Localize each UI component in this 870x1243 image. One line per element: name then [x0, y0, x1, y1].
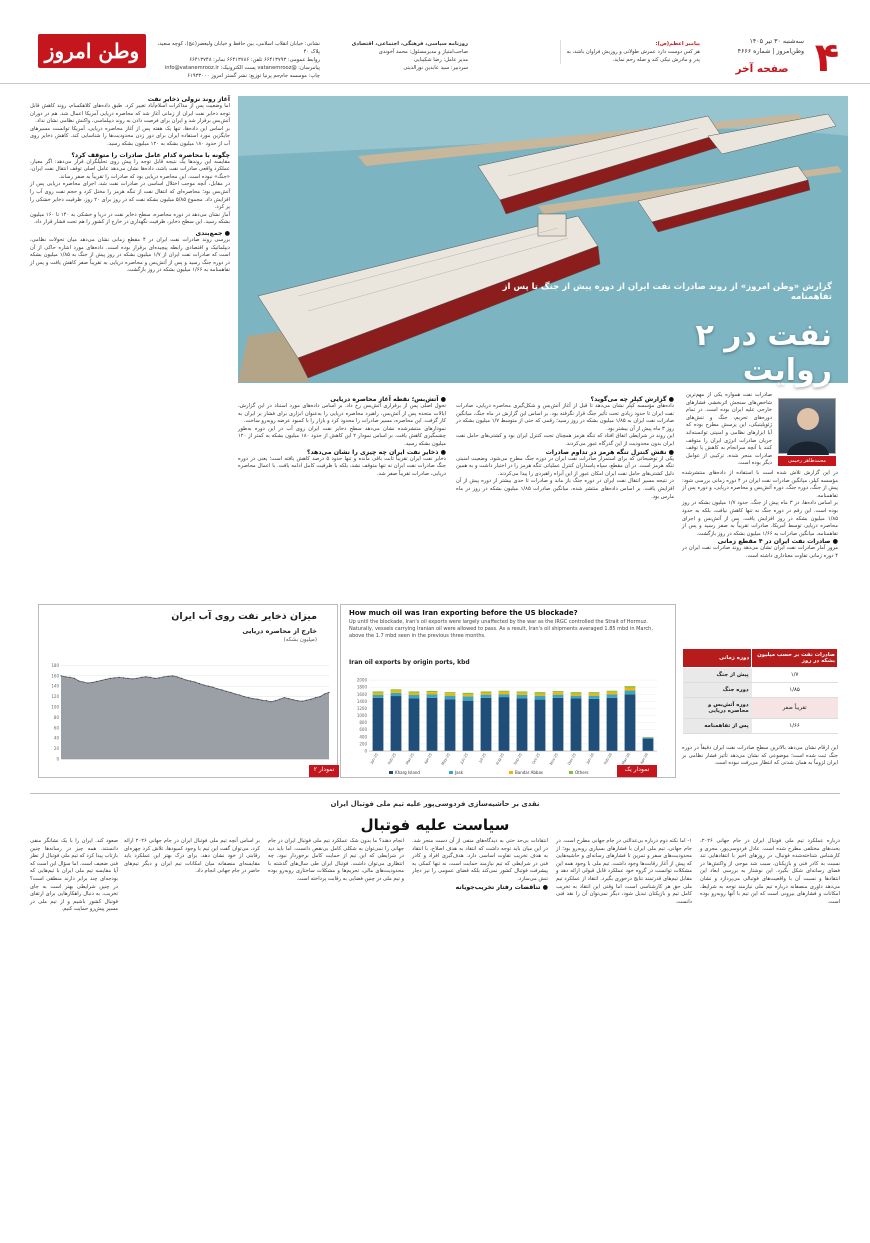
y-tick-label: 1600 [356, 691, 367, 697]
section-heading: چگونه با محاصره کدام عامل صادرات را متوقف کرد؟ [71, 151, 230, 159]
data-point [297, 700, 298, 701]
bar-chart-svg [345, 669, 665, 777]
data-point [78, 680, 79, 681]
bar-segment [409, 695, 420, 699]
bar-segment [391, 696, 402, 751]
bar-segment [625, 690, 636, 694]
data-point [74, 678, 75, 679]
chart-exports-by-port [340, 604, 676, 778]
y-tick-label: 2000 [356, 677, 367, 683]
y-tick-label: 160 [51, 673, 59, 679]
data-point [114, 677, 115, 678]
table-cell-value: ۱/۶۶ [752, 719, 838, 734]
paragraph: این ارقام نشان می‌دهد بالاترین سطح صادرات نفت ایران دقیقاً در دوره جنگ ثبت شده است؛ موضوعی که نشان می‌دهد تأثیر فشار نظامی بر ایران لزوماً به همان شدتی که انتظار می‌رفت نبوده است. [682, 745, 838, 767]
masthead [0, 0, 870, 84]
legend-swatch [389, 771, 393, 774]
x-tick-label: Aug-25 [494, 752, 505, 766]
data-point [324, 693, 325, 694]
bar-segment [589, 699, 600, 751]
x-tick-label: Apr-25 [423, 752, 433, 765]
bar-segment [535, 694, 546, 696]
bar-segment [373, 691, 384, 692]
data-point [163, 676, 164, 677]
data-point [159, 677, 160, 678]
data-point [65, 676, 66, 677]
chart-heading: How much oil was Iran exporting before the US blockade? [349, 609, 578, 617]
paragraph: صادرات نفت همواره یکی از مهم‌ترین شاخص‌های سنجش اثربخشی فشارهای خارجی علیه ایران بوده است. در تمام دوره‌های تحریم، جنگ و تنش‌های ژئوپلیتیکی، این پرسش مطرح بوده که آیا ابزارهای نظامی و امنیتی توانسته‌اند جریان صادرات انرژی ایران را متوقف کنند یا آنچه سرانجام به کاهش یا توقف صادرات منجر شده، ترکیبی از عوامل دیگر بوده است. [686, 392, 772, 467]
table-row [683, 719, 838, 734]
section-heading: ● آتش‌بس؛ نقطه آغاز محاصره دریایی [330, 396, 446, 403]
x-tick-label: Jul-25 [478, 752, 487, 764]
bar-segment [571, 694, 582, 696]
data-point [244, 696, 245, 697]
bar-segment [481, 691, 492, 692]
bar-segment [445, 692, 456, 693]
bar-segment [445, 693, 456, 695]
section-label: صفحه آخر [735, 63, 789, 75]
chart-subtitle: خارج از محاصره دریایی [242, 627, 317, 635]
table-cell-period: پیش از جنگ [683, 668, 752, 683]
author-name: محمدطاهر رحیمی [778, 456, 836, 466]
x-tick-label: Jun-25 [459, 752, 469, 765]
bar-segment [589, 693, 600, 695]
bar-segment [625, 686, 636, 687]
bar-segment [463, 693, 474, 694]
x-tick-label: Oct-25 [531, 752, 541, 765]
data-point [110, 678, 111, 679]
table-cell-period: پس از تفاهمنامه [683, 719, 752, 734]
bar-segment [499, 692, 510, 694]
data-point [123, 677, 124, 678]
paragraph: صعود کند. ایران را با یک نشانگر منفی دانستند. همه چیز در رسانه‌ها چنین بازتاب پیدا کرد که تیم ملی فوتبال از نظر فنی ضعیف است. اما سؤال این است که آیا مقایسه تیم ملی ایران با تیم‌هایی که بودجه‌ای چند برابر دارند منطقی است؟ در چنین شرایطی بهتر است به جای تخریب، به دنبال راهکارهایی برای ارتقای فوتبال کشور باشیم و از تیم ملی در مسیر پیش‌رو حمایت کنیم. [29, 838, 118, 913]
x-tick-label: Dec-25 [566, 752, 577, 766]
paragraph: ذخایر نفت ایران تقریباً ثابت باقی مانده و تنها حدود ۵ درصد کاهش یافته است؛ یعنی در دوره جنگ صادرات نفت ایران نه تنها متوقف نشد، بلکه با ظرفیت کامل ادامه یافت. با اعمال محاصره دریایی، صادرات تقریباً صفر شد. [238, 455, 446, 477]
data-point [92, 682, 93, 683]
y-tick-label: 60 [53, 725, 59, 731]
issue-line: وطن‌امروز | شماره ۴۶۶۶ [737, 48, 804, 55]
bar-segment [463, 694, 474, 696]
y-tick-label: 20 [53, 746, 59, 752]
y-tick-label: 1000 [356, 713, 367, 719]
legend-swatch [569, 771, 573, 774]
bottom-column-5 [124, 838, 260, 876]
chart-tag: نمودار یک [617, 765, 657, 777]
data-point [252, 698, 253, 699]
bar-segment [517, 699, 528, 751]
section-heading: ● نقش کنترل تنگه هرمز در تداوم صادرات [545, 448, 674, 456]
data-point [315, 697, 316, 698]
area-series [61, 676, 329, 759]
paragraph: آمار نشان می‌دهد در دوره محاصره، سطح ذخایر نفت در دریا و خشکی به ۱۴۰ تا ۱۶۰ میلیون بشکه رسید. این سطح ذخایر، ظرفیت نگهداری در خارج از کشور را هم تحت فشار قرار داد. [30, 211, 231, 226]
legend-label: Others [575, 770, 589, 775]
data-point [275, 700, 276, 701]
bar-segment [535, 696, 546, 700]
middle-column-left [238, 396, 446, 478]
lead-kicker: گزارش «وطن امروز» از روند صادرات نفت ایران از دوره پیش از جنگ تا پس از تفاهمنامه [502, 282, 832, 302]
bar-segment [571, 692, 582, 693]
right-column-outro [682, 745, 838, 768]
section-heading: ● ذخایر نفت ایران چه چیزی را نشان می‌دهد؟ [306, 448, 446, 456]
bar-segment [373, 695, 384, 698]
bar-segment [589, 696, 600, 699]
bar-segment [481, 698, 492, 751]
bar-segment [499, 691, 510, 692]
data-point [248, 697, 249, 698]
section-heading: ● جمع‌بندی [195, 229, 230, 237]
chart-tag: نمودار ۲ [309, 765, 339, 777]
data-point [266, 700, 267, 701]
bar-segment [391, 689, 402, 690]
bar-segment [391, 690, 402, 692]
data-point [328, 692, 329, 693]
bar-segment [409, 699, 420, 751]
paragraph: مقایسه این روندها یک نتیجه قابل توجه را پیش روی تحلیلگران قرار می‌دهد: اگر معیار، عملکرد واقعی صادرات نفت باشد، داده‌ها نشان می‌دهد عامل اصلی توقف انتقال نفت ایران، «جنگ» نبوده است. این محاصره دریایی بود که صادرات را تقریباً به صفر رساند. [30, 158, 230, 180]
table-row [683, 668, 838, 683]
section-heading: ● تناقضات رفتار تخریب‌جویانه [455, 883, 548, 891]
x-tick-label: Sep-25 [513, 752, 523, 766]
y-tick-label: 80 [53, 714, 59, 720]
newspaper-logo[interactable]: وطن امروز [38, 34, 146, 68]
chart-title: میزان ذخایر نفت روی آب ایران [171, 611, 317, 622]
data-point [172, 675, 173, 676]
bar-segment [607, 691, 618, 692]
data-point [217, 688, 218, 689]
bottom-headline[interactable]: سیاست علیه فوتبال [360, 816, 510, 834]
y-tick-label: 100 [51, 704, 59, 710]
address-block: نشانی: خیابان انقلاب اسلامی، بین حافظ و خیابان ولیعصر(عج)، کوچه سعید، پلاک ۴۰ روابط عمومی: ۶۶۴۱۳۷۹۳ تلفن: ۶۶۴۱۳۷۸۶ نمابر: ۶۶۴۱۳۷۴۸ پیامرسان: @vatanemrooz پست الکترونیک: info@vatanemrooz.ir چاپ: موسسه جام‌جم پرنیا توزیع: نشر گستر امروز ۶۱۹۳۳۰۰۰ [157, 41, 320, 79]
y-tick-label: 200 [359, 741, 367, 747]
section-heading: آغاز روند نزولی ذخایر نفت [147, 96, 230, 103]
y-tick-label: 0 [364, 748, 367, 754]
data-point [212, 687, 213, 688]
bar-segment [517, 693, 528, 695]
data-point [136, 678, 137, 679]
x-tick-label: Nov-25 [549, 752, 559, 766]
left-column [30, 96, 230, 275]
y-tick-label: 0 [56, 756, 59, 762]
paragraph: بر اساس آنچه تیم ملی فوتبال ایران در جام جهانی ۲۰۲۶ ارائه کرد، می‌توان گفت این تیم با وجود کمبودها، تلاش کرد چهره‌ای رقابتی از خود نشان دهد. برای درک بهتر این عملکرد باید مقایسه‌ای منصفانه میان امکانات تیم ایران و دیگر تیم‌های حاضر در جام جهانی انجام داد. [124, 838, 260, 875]
y-tick-label: 180 [51, 662, 59, 668]
bottom-column-4 [268, 838, 404, 884]
bar-segment [553, 698, 564, 751]
paragraph: انجام دهند؟ ما بدون شک عملکرد تیم ملی فوتبال ایران در جام جهانی را نمی‌توان به شکلی کامل بی‌نقص دانست. اما باید دید در شرایطی که این تیم از حمایت کامل برخوردار نبود، چه انتظاری می‌توان داشت. فوتبال ایران طی سال‌های گذشته با محدودیت‌های مالی، تحریم‌ها و مشکلات ساختاری روبه‌رو بوده و تیم ملی در چنین فضایی به رقابت پرداخته است. [268, 838, 404, 882]
data-point [203, 685, 204, 686]
data-point [145, 676, 146, 677]
bar-segment [445, 696, 456, 700]
x-tick-label: Apr-26 [639, 752, 649, 765]
area-chart-svg [43, 649, 335, 771]
data-point [96, 681, 97, 682]
data-point [185, 679, 186, 680]
data-point [168, 676, 169, 677]
data-point [226, 691, 227, 692]
paragraph: ۱- اما نکته دوم درباره بی‌عدالتی در جام جهانی مطرح است. در جام جهانی، تیم ملی ایران با فشارهای بسیاری روبه‌رو بود؛ از محدودیت‌های سفر و تمرین تا فشارهای رسانه‌ای و حاشیه‌هایی که پیش از آغاز رقابت‌ها وجود داشت. تیم ملی با وجود همه این مشکلات توانست در گروه خود عملکرد قابل قبولی ارائه دهد و مقابل تیم‌های قدرتمند نتایج درخوری بگیرد. انتقاد از عملکرد تیم ملی حق هر کارشناسی است، اما وقتی این انتقاد به تخریب کامل تیم و بازیکنان تبدیل شود، دیگر نمی‌توان آن را نقد فنی دانست. [556, 838, 692, 905]
bar-segment [463, 696, 474, 700]
bar-segment [445, 699, 456, 751]
data-point [257, 699, 258, 700]
data-point [132, 678, 133, 679]
bar-segment [625, 694, 636, 751]
data-point [194, 681, 195, 682]
table-cell-period: دوره آتش‌بس و محاصره دریایی [683, 698, 752, 719]
data-point [69, 677, 70, 678]
data-point [83, 681, 84, 682]
bar-segment [535, 692, 546, 693]
bar-segment [625, 688, 636, 691]
editors-block: روزنامه سیاسی، فرهنگی، اجتماعی، اقتصادی صاحب‌امتیاز و مدیرمسئول: محمد آخوندی مدیر عامل: رضا شکیبایی سردبیر: سید عابدین نورالدینی [351, 41, 468, 71]
data-point [235, 693, 236, 694]
bar-segment [571, 699, 582, 751]
table-cell-value: تقریباً صفر [752, 698, 838, 719]
x-tick-label: Feb-25 [387, 752, 397, 766]
bar-segment [481, 695, 492, 698]
bar-segment [607, 692, 618, 694]
data-point [270, 701, 271, 702]
legend-label: Jask [455, 770, 464, 775]
page-number: ۴ [814, 35, 840, 81]
bottom-column-2 [556, 838, 692, 906]
paragraph: اما وضعیت پس از مذاکرات اسلام‌آباد تغییر کرد. طبق داده‌های کلاهکسام، روند کاهش قابل توجه ذخایر نفت ایران از زمانی آغاز شد که محاصره دریایی آمریکا اعمال شد. هم در دوران آتش‌بس برقرار شد و ایران برای فرصت دادن به روند دیپلماسی، واکنش نظامی نشان نداد. [30, 103, 230, 125]
data-point [284, 697, 285, 698]
exports-table [682, 648, 838, 734]
bar-segment [481, 693, 492, 695]
paragraph: بر اساس داده‌ها، در ۳ ماه پیش از جنگ، حدود ۱/۷ میلیون بشکه در روز بوده است. این رقم در دوره جنگ نه تنها کاهش نیافت، بلکه به حدود ۱/۸۵ میلیون بشکه در روز افزایش یافت. پس از آتش‌بس و اجرای محاصره دریایی توسط آمریکا، صادرات تقریباً به صفر رسید و پس از تفاهمنامه، میانگین صادرات به ۱/۶۶ میلیون بشکه در روز بازگشت. [682, 500, 839, 537]
legend-swatch [449, 771, 453, 774]
table-header-period: دوره زمانی [683, 649, 752, 668]
right-column-intro [686, 392, 772, 468]
bar-segment [373, 693, 384, 695]
lead-headline[interactable]: نفت در ۲ روایت [695, 318, 832, 388]
table-header-value: صادرات نفت بر حسب میلیون بشکه در روز [752, 649, 838, 668]
bar-segment [553, 691, 564, 692]
data-point [302, 701, 303, 702]
x-tick-label: Feb-26 [603, 752, 613, 766]
bar-segment [607, 694, 618, 698]
paragraph: درباره عملکرد تیم ملی فوتبال ایران در جام جهانی ۲۰۲۶، بحث‌های مختلفی مطرح شده است. عادل فردوسی‌پور، مجری و کارشناس شناخته‌شده فوتبال، در روزهای اخیر با انتقادهایی تند نسبت به کادر فنی و بازیکنان، سبب شد موجی از واکنش‌ها در فضای رسانه‌ای شکل بگیرد. این نوشتار به بررسی ابعاد این انتقادها و نسبت آن با واقعیت‌های فوتبالی می‌پردازد و نشان می‌دهد داوری منصفانه درباره تیم ملی نیازمند توجه به شرایط، امکانات و فشارهای بیرونی است که این تیم با آنها روبه‌رو بوده است. [700, 838, 840, 905]
bar-segment [571, 696, 582, 699]
paragraph: تحول اصلی پس از برقراری آتش‌بس رخ داد. بر اساس داده‌های مورد استناد در این گزارش، ایالات متحده پس از آتش‌بس، راهبرد محاصره دریایی را به‌عنوان ابزاری برای فشار بر ایران به کار گرفت. این محاصره، مسیر صادرات را محدود کرد و بازار را با کمبود عرضه روبه‌رو ساخت. [238, 403, 446, 425]
data-point [141, 677, 142, 678]
y-tick-label: 600 [359, 727, 367, 733]
data-point [319, 696, 320, 697]
chart-floating-storage [38, 604, 338, 778]
bar-segment [553, 695, 564, 698]
bar-segment [427, 692, 438, 694]
paragraph: این روند در شرایطی اتفاق افتاد که تنگه هرمز همچنان تحت کنترل ایران بود و کشتی‌های حامل نفت ایران بدون محدودیت از این گذرگاه عبور می‌کردند. [456, 433, 674, 447]
x-tick-label: Mar-25 [405, 752, 415, 766]
paragraph: انتقادات بی‌حد حتی به دیدگاه‌های منفی از آن دست منجر شد. در این میان باید توجه داشت که انتقاد به هدف اصلاح، با انتقاد به هدف تخریب تفاوت اساسی دارد. هدف‌گیری افراد و کادر فنی در شرایطی که تیم نیازمند حمایت است، نه تنها کمکی به پیشرفت فوتبال کشور نمی‌کند بلکه فضای عمومی را نیز دچار تنش می‌سازد. [412, 838, 548, 882]
data-point [177, 676, 178, 677]
y-tick-label: 1400 [356, 698, 367, 704]
y-tick-label: 400 [359, 734, 367, 740]
data-point [60, 675, 61, 676]
bottom-kicker: نقدی بر حاشیه‌سازی فردوسی‌پور علیه تیم ملی فوتبال ایران [330, 800, 540, 808]
data-point [199, 683, 200, 684]
paragraph: مرور آمار صادرات نفت ایران نشان می‌دهد روند صادرات نفت ایران در ۴ دوره زمانی تفاوت معناداری داشته است. [682, 545, 838, 559]
table-row [683, 698, 838, 719]
data-point [288, 698, 289, 699]
data-point [293, 699, 294, 700]
bar-segment [643, 739, 654, 751]
data-point [118, 677, 119, 678]
right-column [682, 470, 838, 561]
paragraph: نمودارهای منتشرشده نشان می‌دهد سطح ذخایر نفت ایران روی آب در این دوره به‌طور چشمگیری کاهش یافت. بر اساس نمودار ۲ این کاهش از حدود ۱۸۰ میلیون بشکه به کمتر از ۱۲۰ میلیون بشکه رسید. [238, 425, 446, 447]
x-tick-label: May-25 [440, 752, 451, 766]
data-point [230, 692, 231, 693]
data-point [239, 694, 240, 695]
bar-segment [427, 694, 438, 697]
bar-segment [517, 695, 528, 699]
data-point [101, 680, 102, 681]
paragraph: در نتیجه مسیر انتقال نفت ایران در دوره جنگ باز ماند و صادرات تا حدی بیشتر از دوره پیش از آن افزایش یافت. بر اساس داده‌های منتشر شده، میانگین صادرات ۱/۸۵ میلیون بشکه در روز در ماه مارس بود. [456, 478, 675, 500]
y-tick-label: 40 [53, 735, 59, 741]
bar-segment [499, 694, 510, 697]
x-tick-label: Mar-26 [621, 752, 631, 766]
paragraph: در این گزارش تلاش شده است با استفاده از داده‌های منتشرشده مؤسسه کپلر، میانگین صادرات نفت ایران در ۴ دوره زمانی بررسی شود: پیش از جنگ، دوره جنگ، دوره آتش‌بس و محاصره دریایی، و دوره پس از تفاهمنامه. [682, 470, 838, 499]
table-cell-period: دوره جنگ [683, 683, 752, 698]
y-tick-label: 1200 [356, 705, 367, 711]
paragraph: داده‌های مؤسسه کپلر نشان می‌دهد تا قبل از آغاز آتش‌بس و شکل‌گیری محاصره دریایی، صادرات نفت ایران تا حدود زیادی تحت تأثیر جنگ قرار نگرفته بود. بر اساس این گزارش در ماه جنگ، میانگین صادرات نفت ایران به ۱/۸۵ میلیون بشکه در روز رسید؛ رقمی که حتی از متوسط ۱/۷ میلیون بشکه در روز ۳ ماه پیش از آن بیشتر بود. [456, 403, 674, 432]
y-tick-label: 140 [51, 683, 59, 689]
legend-swatch [509, 771, 513, 774]
chart-unit: (میلیون بشکه) [283, 637, 317, 643]
quote-box: پیامبر اعظم(ص): هر کس دوست دارد عمرش طولانی و روزیش فراوان باشد، به پدر و مادرش نیکی کند و صله رحم نماید. [560, 40, 700, 64]
chart-subheading: Iran oil exports by origin ports, kbd [349, 659, 470, 666]
bar-segment [535, 700, 546, 751]
paragraph: یکی از توضیحاتی که برای استمرار صادرات نفت ایران در دوره جنگ مطرح می‌شود، وضعیت امنیتی تنگه هرمز است. در آن مقطع، سپاه پاسداران کنترل عملیاتی تنگه هرمز را در اختیار داشت و به همین دلیل کشتی‌های حامل نفت ایران امکان عبور از این آبراه راهبردی را پیدا می‌کردند. [456, 455, 674, 477]
data-point [306, 700, 307, 701]
data-point [279, 699, 280, 700]
bar-segment [373, 698, 384, 751]
author-silhouette-icon [779, 399, 837, 455]
y-tick-label: 1800 [356, 684, 367, 690]
bar-segment [409, 691, 420, 692]
table-cell-value: ۱/۷ [752, 668, 838, 683]
chart-description: Up until the blockade, Iran's oil exports were largely unaffected by the war as the IRGC controlled the Strait of Hormuz. Naturally, vessels carrying Iranian oil were allowed to pass. As a result, Iran's oil shipments averaged 1.85 mbd in March, above the 1.7 mbd seen in the previous three months. [349, 619, 653, 639]
bottom-column-6 [30, 838, 118, 914]
y-tick-label: 120 [51, 694, 59, 700]
bottom-column-3 [412, 838, 548, 891]
data-point [87, 682, 88, 683]
data-point [154, 678, 155, 679]
bar-segment [643, 738, 654, 739]
bar-segment [409, 693, 420, 695]
bar-segment [427, 698, 438, 751]
table-cell-value: ۱/۸۵ [752, 683, 838, 698]
paragraph: بررسی روند صادرات نفت ایران در ۴ مقطع زمانی نشان می‌دهد میان تحولات نظامی، دیپلماتیک و اقتصادی رابطه پیچیده‌ای برقرار بوده است. داده‌های مورد اشاره حاکی از آن است که صادرات نفت ایران از ۱/۷ میلیون بشکه در روز پیش از جنگ به ۱/۸۵ میلیون بشکه در دوره جنگ رسید و پس از آتش‌بس و محاصره دریایی به تقریباً صفر کاهش یافت و پس از تفاهمنامه به ۱/۶۶ میلیون بشکه در روز بازگشت. [30, 236, 231, 274]
bar-segment [553, 692, 564, 694]
data-point [221, 689, 222, 690]
author-avatar [778, 398, 836, 454]
data-point [190, 680, 191, 681]
data-point [261, 700, 262, 701]
section-heading: ● گزارش کپلر چه می‌گوید؟ [590, 396, 674, 403]
paragraph: بر اساس این داده‌ها، تنها یک هفته پس از آغاز محاصره دریایی، آمریکا توانست مسیرهای جایگزین مورد استفاده ایران برای دور زدن محدودیت‌ها را شناسایی کند. کاهش ذخایر روی آب از حدود ۱۸۰ میلیون بشکه به ۱۲۰ میلیون بشکه رسید. [30, 125, 230, 147]
legend-label: Bandar Abbas [515, 770, 543, 775]
data-point [150, 677, 151, 678]
data-point [311, 699, 312, 700]
data-point [181, 678, 182, 679]
data-point [105, 679, 106, 680]
bar-segment [427, 691, 438, 692]
table-row [683, 683, 838, 698]
data-point [208, 686, 209, 687]
x-tick-label: Jan-25 [369, 752, 379, 765]
bar-segment [463, 701, 474, 751]
data-point [127, 678, 128, 679]
paragraph: در مقابل، آنچه موجب اختلال اساسی در صادرات نفت شد، اجرای محاصره دریایی پس از آتش‌بس بود؛ محاصره‌ای که انتقال نفت از تنگه هرمز را مختل کرد و حجم نفت روی آب را افزایش داد. مجموع ۵/۸۵ میلیون بشکه نفت که در روز برای ۲۰ روز، ظرفیت ذخایر خشکی را پر کرد. [30, 181, 231, 211]
middle-column-right [456, 396, 674, 501]
x-tick-label: Jan-26 [585, 752, 595, 765]
date-line: سه‌شنبه ۳۰ تیر ۱۴۰۵ [749, 38, 804, 45]
bar-segment [517, 691, 528, 692]
legend-label: Kharg Island [395, 770, 420, 775]
section-heading: ● صادرات نفت ایران در ۴ مقطع زمانی [717, 538, 838, 546]
y-tick-label: 800 [359, 720, 367, 726]
bar-segment [589, 692, 600, 693]
divider [30, 793, 840, 794]
bottom-column-1 [700, 838, 840, 906]
bar-segment [391, 693, 402, 696]
bar-segment [499, 697, 510, 751]
bar-segment [607, 698, 618, 751]
